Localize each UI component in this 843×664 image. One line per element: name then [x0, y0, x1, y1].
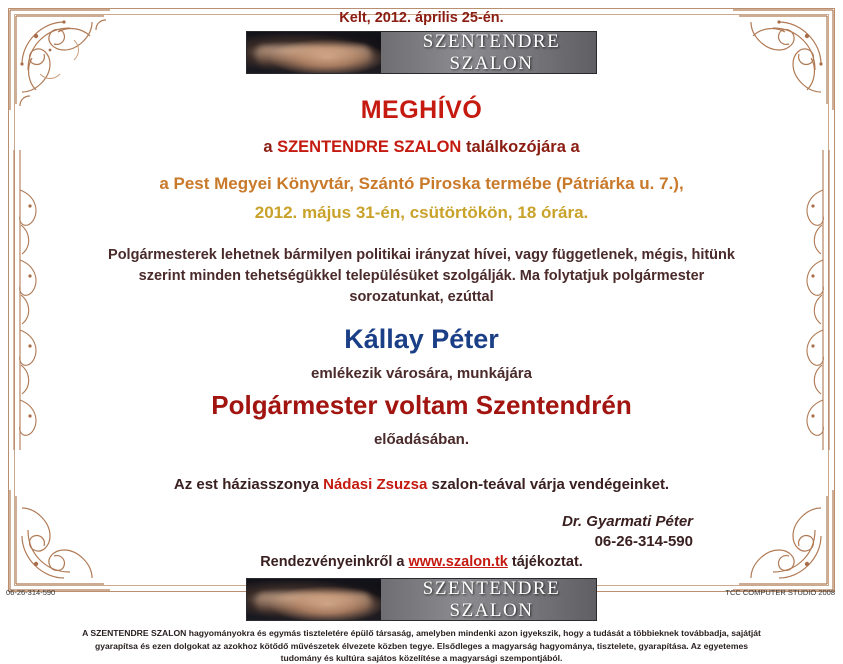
talk-subtitle: előadásában.: [373, 431, 470, 449]
invite-line-prefix: a: [263, 138, 278, 156]
header-banner: [246, 31, 597, 74]
website-link[interactable]: www.szalon.tk: [408, 554, 508, 571]
handshake-photo: [247, 32, 381, 73]
website-suffix: tájékoztat.: [507, 554, 583, 571]
venue-line: a Pest Megyei Könyvtár, Szántó Piroska termébe (Pátriárka u. 7.),: [159, 174, 684, 193]
invite-line-suffix: találkozójára a: [461, 138, 580, 156]
event-date-line: 2012. május 31-én, csütörtökön, 18 órára.: [254, 203, 589, 222]
speaker-name: Kállay Péter: [344, 324, 499, 355]
website-line: [60, 554, 783, 570]
footer-banner-title: SZENTENDRE SZALON: [422, 578, 561, 621]
signature-block: [60, 513, 693, 550]
speaker-subtitle: emlékezik városára, munkájára: [311, 365, 532, 383]
studio-credit: TCC COMPUTER STUDIO 2008: [725, 588, 835, 597]
hostess-suffix: szalon-teával várja vendégeinket.: [427, 476, 670, 494]
hostess-line: [60, 476, 783, 493]
invite-line-accent: SZENTENDRE SZALON: [277, 138, 462, 156]
signatory-name: Dr. Gyarmati Péter: [562, 513, 693, 531]
contact-phone: 06-26-314-590: [594, 533, 693, 551]
hostess-name: Nádasi Zsuzsa: [323, 476, 428, 494]
website-prefix: Rendezvényeinkről a: [260, 554, 409, 571]
hostess-prefix: Az est háziasszonya: [173, 476, 324, 494]
document-id: 06-26-314-590: [6, 588, 56, 597]
invite-line: [60, 138, 783, 157]
talk-title: Polgármester voltam Szentendrén: [211, 390, 632, 421]
banner-title: SZENTENDRE SZALON: [422, 31, 561, 74]
invitation-content: [60, 0, 783, 663]
date-line: Kelt, 2012. április 25-én.: [339, 10, 504, 26]
page-title: MEGHÍVÓ: [360, 96, 483, 124]
body-paragraph: Polgármesterek lehetnek bármilyen politikai irányzat hívei, vagy függetlenek, mégis, hitünk szerint minden tehetségükkel településüket szolgálják. Ma folytatjuk polgármester sorozatunkat, ezúttal: [108, 247, 735, 306]
footer-description: A SZENTENDRE SZALON hagyományokra és egymás tiszteletére épülő társaság, amelyben mindenki azon igyekszik, hogy a tudását a többieknek továbbadja, sajátját gyarapítsa és ezen dolgokat az azokhoz kötődő művészetek élvezete közben tegye. Elsődleges a magyarság hagyománya, tisztelete, gyarapítása. Az egyetemes tudomány és kultúra sajátos közelítése a magyarsági szempontjából.: [82, 628, 761, 663]
